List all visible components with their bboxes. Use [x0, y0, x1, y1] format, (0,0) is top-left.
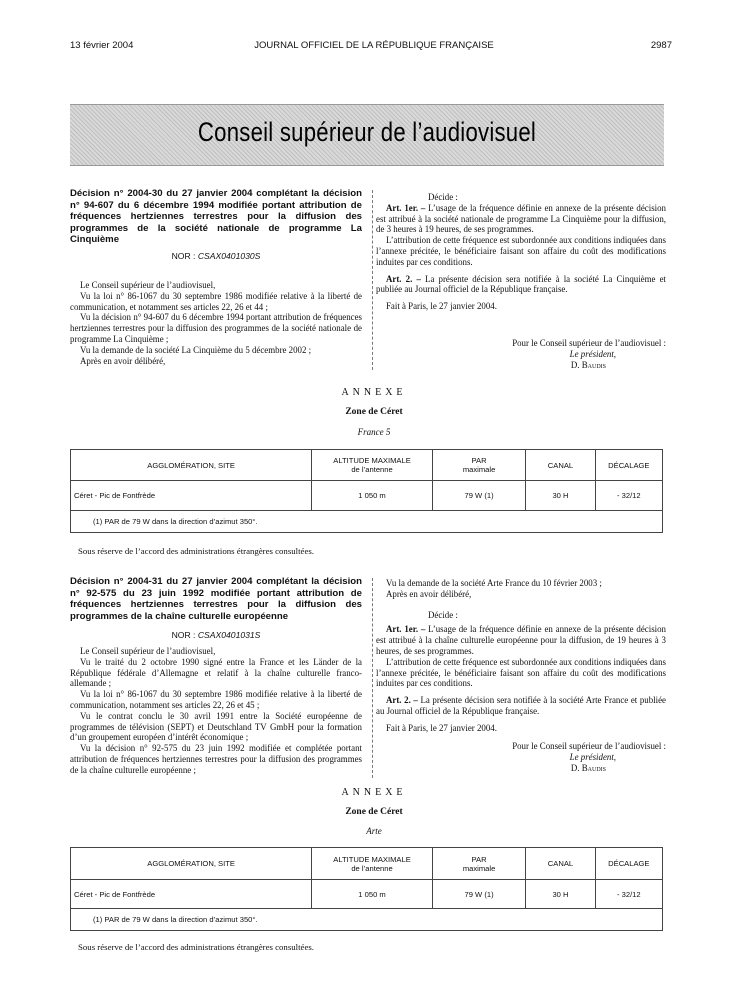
col-decalage-header: DÉCALAGE [595, 450, 662, 481]
table-row [71, 481, 663, 511]
decision2-signature: Pour le Conseil supérieur de l’audiovisuel : Le président, D. Baudis [376, 741, 666, 773]
cell-canal: 30 H [526, 481, 595, 511]
decision2-visa: Vu la décision n° 92-575 du 23 juin 1992 modifiée et complétée portant attribution de fréquences hertziennes terrestres pour la diffusion des programmes de la chaîne culturelle européenne ; [70, 743, 362, 775]
decision2-decide: Décide : [428, 609, 458, 620]
column-separator [372, 190, 373, 370]
decision1-signature: Pour le Conseil supérieur de l’audiovisuel : Le président, D. Baudis [376, 338, 666, 370]
col-decalage-header: DÉCALAGE [595, 848, 662, 880]
table-note: (1) PAR de 79 W dans la direction d’azimut 350°. [71, 909, 663, 931]
decision2-reserve: Sous réserve de l’accord des administrations étrangères consultées. [78, 942, 314, 952]
header-date: 13 février 2004 [70, 40, 134, 51]
cell-par: 79 W (1) [432, 880, 525, 909]
col-site-header: AGGLOMÉRATION, SITE [71, 848, 312, 880]
decision2-visa: Le Conseil supérieur de l’audiovisuel, [80, 646, 216, 656]
header-page-number: 2987 [650, 40, 672, 51]
decision1-articles [376, 192, 666, 312]
banner-title: Conseil supérieur de l’audiovisuel [197, 117, 537, 147]
col-site-header: AGGLOMÉRATION, SITE [71, 450, 312, 481]
decision2-visa: Vu la loi n° 86-1067 du 30 septembre 1986 modifiée relative à la liberté de communication, notamment ses articles 22, 26 et 45 ; [70, 689, 362, 710]
decision2-art1: Art. 1er. – L’usage de la fréquence définie en annexe de la présente décision est attribué à la chaîne culturelle européenne pour la diffusion, de 19 heures à 3 heures, de ses programmes. [376, 624, 666, 656]
col-par-header: PAR maximale [432, 450, 525, 481]
table-header-row [71, 848, 663, 880]
cell-decalage: - 32/12 [595, 481, 662, 511]
decision1-nor-code: CSAX0401030S [197, 251, 261, 261]
col-par-header: PAR maximale [432, 848, 525, 880]
cell-site: Céret - Pic de Fontfrède [71, 481, 312, 511]
cell-altitude: 1 050 m [312, 880, 433, 909]
decision1-annexe-title: ANNEXE [341, 387, 407, 398]
table-row [71, 880, 663, 909]
decision1-programme: France 5 [357, 427, 391, 437]
decision2-title: Décision n° 2004-31 du 27 janvier 2004 complétant la décision n° 92-575 du 23 juin 1992 modifiée portant attribution de fréquences hertziennes terrestres pour la diffusion des programmes de la chaîne culturelle européenne [70, 576, 362, 622]
col-canal-header: CANAL [526, 450, 595, 481]
column-separator [372, 578, 373, 778]
decision1-art1-p2: L’attribution de cette fréquence est subordonnée aux conditions indiquées dans l’annexe précitée, le bénéficiaire faisant son affaire du coût des modifications induites par ces conditions. [376, 235, 666, 267]
decision1-visa: Après en avoir délibéré, [80, 355, 166, 366]
decision1-art2: Art. 2. – La présente décision sera notifiée à la société La Cinquième et publiée au Journal officiel de la République française. [376, 273, 666, 295]
decision1-nor: NOR : CSAX0401030S [171, 251, 261, 261]
decision1-decide: Décide : [428, 192, 458, 202]
table-note-row [71, 909, 663, 931]
table-note-row [71, 511, 663, 533]
table-header-row [71, 450, 663, 481]
decision1-visas [70, 280, 362, 366]
decision1-visa: Vu la décision n° 94-607 du 6 décembre 1994 portant attribution de fréquences hertziennes terrestres pour la diffusion des programmes de la société nationale de programme La Cinquième ; [70, 312, 362, 344]
section-banner [70, 104, 664, 166]
decision2-visa: Vu le traité du 2 octobre 1990 signé entre la France et les Länder de la République fédérale d’Allemagne et relatif à la chaîne culturelle franco-allemande ; [70, 656, 362, 689]
decision1-frequency-table [70, 449, 663, 533]
decision2-art1-p2: L’attribution de cette fréquence est subordonnée aux conditions indiquées dans l’annexe précitée, le bénéficiaire faisant son affaire du coût des modifications induites par ces conditions. [376, 656, 666, 689]
decision2-fait: Fait à Paris, le 27 janvier 2004. [386, 722, 497, 733]
cell-par: 79 W (1) [432, 481, 525, 511]
decision2-frequency-table [70, 847, 663, 931]
decision2-nor: NOR : CSAX0401031S [171, 630, 261, 640]
col-canal-header: CANAL [526, 848, 595, 880]
decision2-deliberation: Après en avoir délibéré, [386, 588, 472, 599]
decision2-visa-demande: Vu la demande de la société Arte France du 10 février 2003 ; [386, 578, 602, 588]
cell-site: Céret - Pic de Fontfrède [71, 880, 312, 909]
decision1-title: Décision n° 2004-30 du 27 janvier 2004 complétant la décision n° 94-607 du 6 décembre 1994 modifiée portant attribution de fréquences hertziennes terrestres pour la diffusion des programmes de la société nationale de programme La Cinquième [70, 188, 362, 246]
decision1-fait: Fait à Paris, le 27 janvier 2004. [386, 301, 497, 312]
table-note: (1) PAR de 79 W dans la direction d’azimut 350°. [71, 511, 663, 533]
decision1-signataire: D. Baudis [570, 359, 606, 370]
decision2-visa: Vu le contrat conclu le 30 avril 1991 entre la Société européenne de programmes de télévision (SEPT) et Deutschland TV GmbH pour la formation d’un groupement européen d’intérêt économique ; [70, 710, 362, 743]
decision1-reserve: Sous réserve de l’accord des administrations étrangères consultées. [78, 546, 314, 556]
header-journal: JOURNAL OFFICIEL DE LA RÉPUBLIQUE FRANÇAISE [254, 40, 494, 51]
cell-altitude: 1 050 m [312, 481, 433, 511]
decision1-visa: Le Conseil supérieur de l’audiovisuel, [80, 280, 216, 290]
decision1-art1: Art. 1er. – L’usage de la fréquence définie en annexe de la présente décision est attribué à la société nationale de programme La Cinquième pour la diffusion, de 3 heures à 19 heures, de ses programmes. [376, 202, 666, 235]
decision1-visa: Vu la demande de la société La Cinquième du 5 décembre 2002 ; [80, 344, 312, 355]
decision2-signataire: D. Baudis [570, 762, 606, 773]
decision2-articles [376, 578, 666, 734]
decision2-art2: Art. 2. – La présente décision sera notifiée à la société Arte France et publiée au Journal officiel de la République française. [376, 695, 666, 716]
cell-canal: 30 H [526, 880, 595, 909]
cell-decalage: - 32/12 [595, 880, 662, 909]
decision2-visas [70, 646, 362, 776]
decision2-nor-code: CSAX0401031S [197, 630, 261, 640]
decision2-programme: Arte [366, 826, 382, 836]
decision2-annexe-title: ANNEXE [341, 787, 407, 798]
decision2-zone: Zone de Céret [345, 807, 403, 817]
col-altitude-header: ALTITUDE MAXIMALE de l’antenne [312, 848, 433, 880]
decision1-zone: Zone de Céret [345, 407, 403, 417]
decision1-visa: Vu la loi n° 86-1067 du 30 septembre 1986 modifiée relative à la liberté de communication, et notamment ses articles 22, 26 et 44 ; [70, 290, 362, 312]
col-altitude-header: ALTITUDE MAXIMALE de l’antenne [312, 450, 433, 481]
